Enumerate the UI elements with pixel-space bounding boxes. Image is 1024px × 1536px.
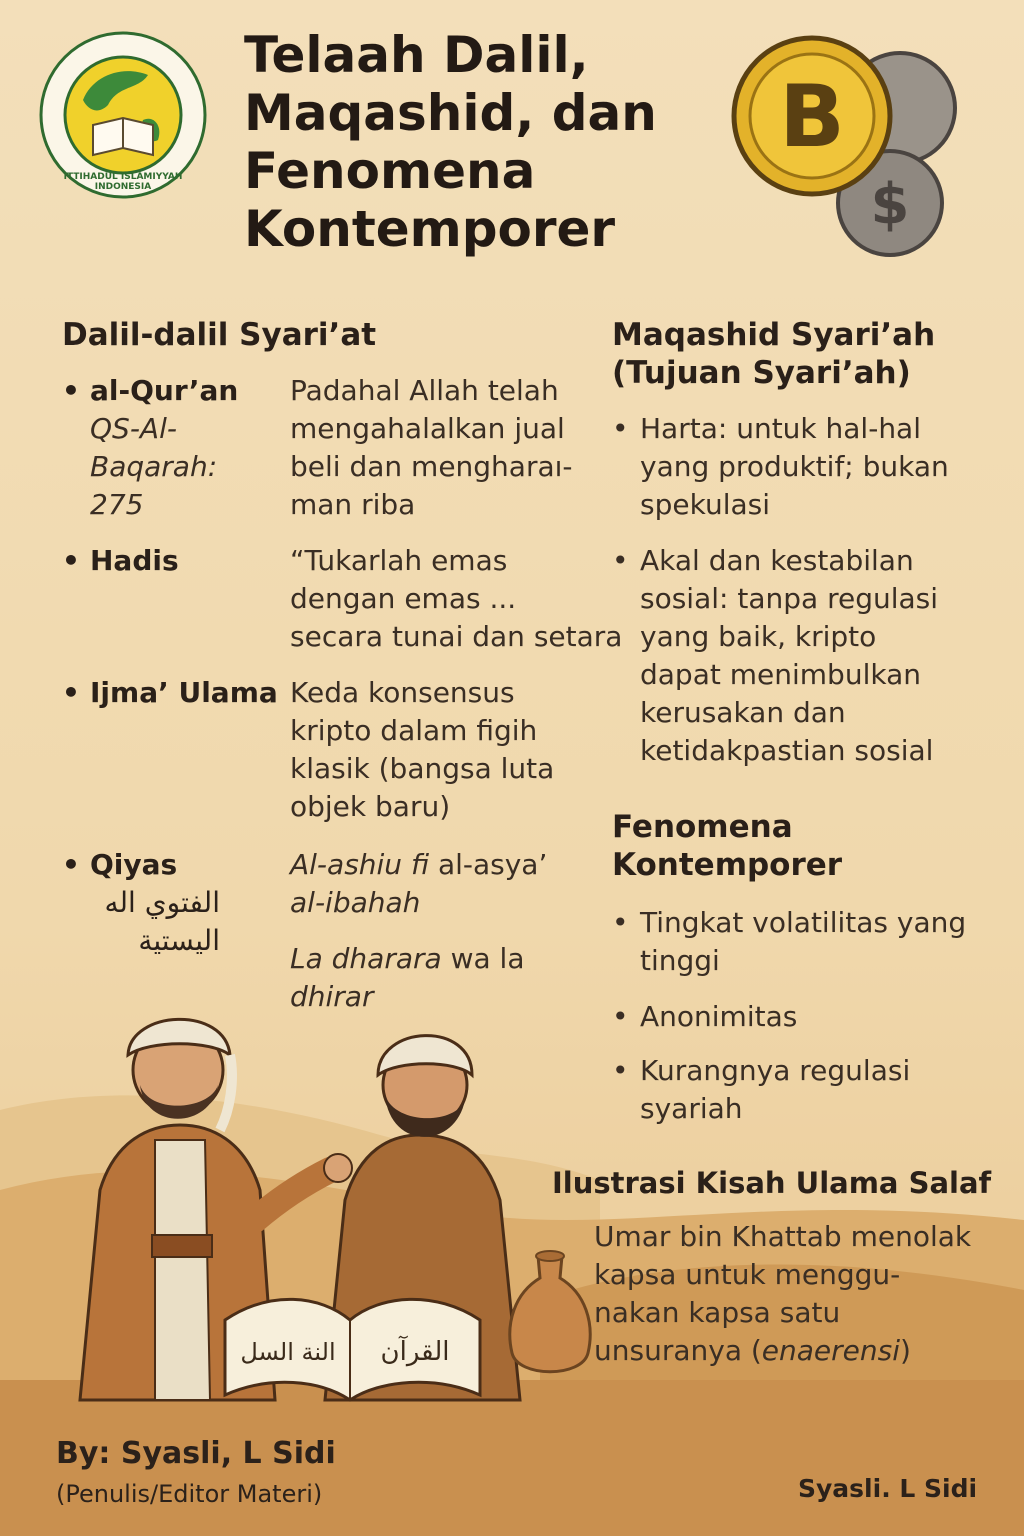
quran-text bbox=[290, 372, 573, 524]
maqashid-heading bbox=[612, 316, 935, 392]
quran-text-line: man riba bbox=[290, 488, 416, 521]
maqashid-item-line: sosial: tanpa regulasi bbox=[640, 582, 939, 615]
fenomena-heading-line: Fenomena bbox=[612, 809, 793, 845]
fenomena-item-line: syariah bbox=[640, 1092, 743, 1125]
kaidah-1-italic: Al-ashiu fi bbox=[290, 848, 430, 881]
quran-label: • al-Qur’an bbox=[90, 372, 238, 410]
kaidah-1-line2: al-ibahah bbox=[290, 886, 421, 919]
book-right-page-text: القرآن bbox=[380, 1337, 450, 1367]
fenomena-item-line: • Tingkat volatilitas yang bbox=[640, 906, 967, 939]
ijma-text bbox=[290, 674, 554, 826]
maqashid-item-line: • Akal dan kestabilan bbox=[640, 544, 914, 577]
hadis-text-line: “Tukarlah emas bbox=[290, 544, 508, 577]
quran-ref-line: 275 bbox=[90, 488, 144, 521]
ilustrasi-last-close: ) bbox=[900, 1334, 911, 1367]
fenomena-heading bbox=[612, 808, 842, 884]
qiyas-arabic-line: الفتوي اله bbox=[104, 886, 220, 919]
maqashid-item-line: spekulasi bbox=[640, 488, 770, 521]
quran-text-line: mengahalalkan jual bbox=[290, 412, 565, 445]
maqashid-item-line: kerusakan dan bbox=[640, 696, 846, 729]
hadis-text-line: dengan emas ... bbox=[290, 582, 517, 615]
ilustrasi-text-line: Umar bin Khattab menolak bbox=[594, 1220, 972, 1253]
maqashid-item-line: • Harta: untuk hal-hal bbox=[640, 412, 921, 445]
ilustrasi-heading: Ilustrasi Kisah Ulama Salaf bbox=[552, 1166, 992, 1200]
qiyas-arabic-line: اليستية bbox=[138, 924, 220, 957]
coin-bitcoin-label: B bbox=[779, 67, 845, 167]
maqashid-heading-line: (Tujuan Syari’ah) bbox=[612, 355, 911, 391]
hadis-label: • Hadis bbox=[90, 542, 179, 580]
quran-reference bbox=[90, 410, 217, 524]
ilustrasi-text-line: kapsa untuk menggu- bbox=[594, 1258, 901, 1291]
fenomena-heading-line: Kontemporer bbox=[612, 847, 843, 883]
maqashid-item-line: yang baik, kripto bbox=[640, 620, 877, 653]
maqashid-item-line: dapat menimbulkan bbox=[640, 658, 921, 691]
kaidah-2-italic: La dharara bbox=[290, 942, 442, 975]
kaidah-1-rest: al-asya’ bbox=[429, 848, 548, 881]
quran-text-line: beli dan mengharaı- bbox=[290, 450, 573, 483]
hadis-text bbox=[290, 542, 622, 656]
dalil-heading: Dalil-dalil Syari’at bbox=[62, 317, 377, 353]
page-title bbox=[244, 26, 764, 258]
ilustrasi-last-italic: enaerensi bbox=[761, 1334, 901, 1367]
maqashid-item-harta bbox=[640, 410, 1000, 524]
ijma-text-line: kripto dalam figih bbox=[290, 714, 538, 747]
title-line: Telaah Dalil, bbox=[244, 26, 589, 84]
fenomena-item-line: tinggi bbox=[640, 944, 720, 977]
qiyas-arabic bbox=[80, 884, 220, 960]
ijma-text-line: objek baru) bbox=[290, 790, 451, 823]
title-line: Maqashid, dan bbox=[244, 84, 657, 142]
crypto-coins-icon bbox=[730, 28, 970, 258]
fenomena-item-line: • Anonimitas bbox=[640, 1000, 798, 1033]
author-line: By: Syasli, L Sidi bbox=[56, 1436, 336, 1471]
title-line: Kontemporer bbox=[244, 200, 616, 258]
qiyas-label: • Qiyas bbox=[90, 846, 177, 884]
kaidah-2-rest: wa la bbox=[441, 942, 525, 975]
scholars-illustration bbox=[60, 990, 530, 1410]
ijma-text-line: klasik (bangsa luta bbox=[290, 752, 555, 785]
ijma-label: • Ijma’ Ulama bbox=[90, 674, 278, 712]
maqashid-item-line: yang produktif; bukan bbox=[640, 450, 949, 483]
ilustrasi-text-line: nakan kapsa satu bbox=[594, 1296, 841, 1329]
hadis-text-line: secara tunai dan setara bbox=[290, 620, 623, 653]
fenomena-item-regulasi bbox=[640, 1052, 1000, 1128]
quran-ref-line: QS-Al- bbox=[90, 412, 177, 445]
fenomena-item-volatilitas bbox=[640, 904, 1000, 980]
maqashid-item-akal bbox=[640, 542, 1000, 770]
title-line: Fenomena bbox=[244, 142, 536, 200]
fenomena-item-anonimitas bbox=[640, 998, 1000, 1036]
ilustrasi-last-plain: unsuranya ( bbox=[594, 1334, 762, 1367]
quran-ref-line: Baqarah: bbox=[90, 450, 218, 483]
coin-dollar-label: $ bbox=[870, 172, 910, 237]
ilustrasi-text bbox=[594, 1218, 994, 1370]
maqashid-item-line: ketidakpastian sosial bbox=[640, 734, 934, 767]
logo-ring-text: ITTIHADUL ISLAMIYYAH INDONESIA bbox=[63, 172, 183, 192]
ijma-text-line: Keda konsensus bbox=[290, 676, 515, 709]
clay-jar-icon bbox=[500, 1248, 600, 1388]
qiyas-kaidah-1 bbox=[290, 846, 547, 922]
author-role: (Penulis/Editor Materi) bbox=[56, 1480, 323, 1508]
organization-logo bbox=[38, 30, 208, 200]
quran-text-line: Padahal Allah telah bbox=[290, 374, 559, 407]
book-left-page-text: النة السل bbox=[240, 1338, 336, 1366]
fenomena-item-line: • Kurangnya regulasi bbox=[640, 1054, 911, 1087]
signature: Syasli. L Sidi bbox=[798, 1474, 978, 1503]
kaidah-2-line2: dhirar bbox=[290, 980, 374, 1013]
maqashid-heading-line: Maqashid Syari’ah bbox=[612, 317, 936, 353]
